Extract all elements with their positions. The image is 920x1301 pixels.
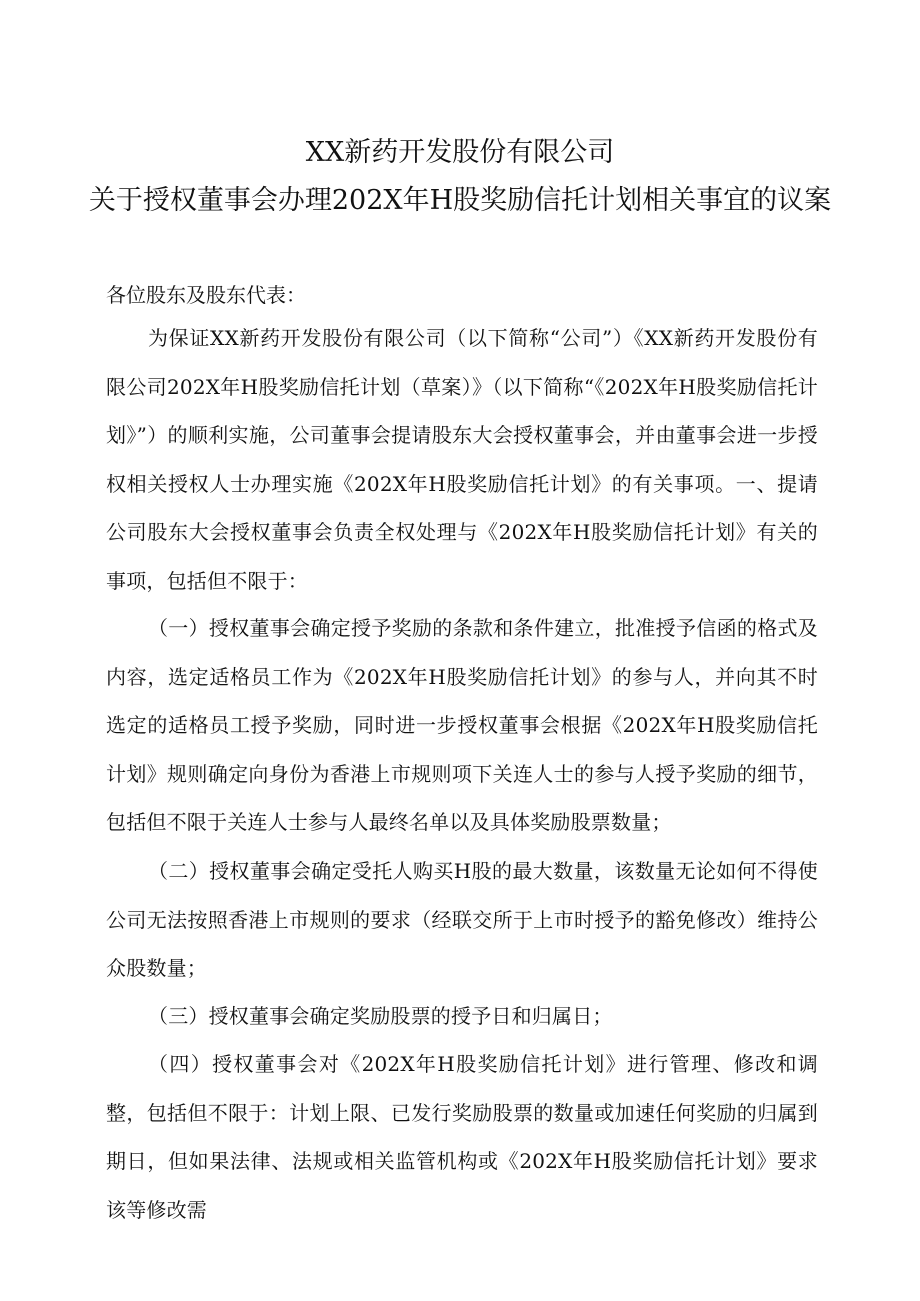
paragraph-intro: 为保证XX新药开发股份有限公司（以下简称“公司”）《XX新药开发股份有限公司202X年H股奖励信托计划（草案）》（以下简称“《202X年H股奖励信托计划》”）的顺利实施，公司董事会提请股东大会授权董事会，并由董事会进一步授权相关授权人士办理实施《202X年H股奖励信托计划》的有关事项。一、提请公司股东大会授权董事会负责全权处理与《202X年H股奖励信托计划》有关的事项，包括但不限于： [106,326,818,593]
paragraph-item-2: （二）授权董事会确定受托人购买H股的最大数量，该数量无论如何不得使公司无法按照香港上市规则的要求（经联交所于上市时授予的豁免修改）维持公众股数量； [106,859,818,980]
document-title-company: XX新药开发股份有限公司 [305,137,615,168]
paragraph-item-1: （一）授权董事会确定授予奖励的条款和条件建立，批准授予信函的格式及内容，选定适格员工作为《202X年H股奖励信托计划》的参与人，并向其不时选定的适格员工授予奖励，同时进一步授权董事会根据《202X年H股奖励信托计划》规则确定向身份为香港上市规则项下关连人士的参与人授予奖励的细节，包括但不限于关连人士参与人最终名单以及具体奖励股票数量； [106,616,818,834]
paragraph-item-3: （三）授权董事会确定奖励股票的授予日和归属日； [148,1004,613,1028]
salutation: 各位股东及股东代表： [106,283,306,307]
paragraph-item-4: （四）授权董事会对《202X年H股奖励信托计划》进行管理、修改和调整，包括但不限于：计划上限、已发行奖励股票的数量或加速任何奖励的归属到期日，但如果法律、法规或相关监管机构或《202X年H股奖励信托计划》要求该等修改需 [106,1052,818,1222]
document-title-subject: 关于授权董事会办理202X年H股奖励信托计划相关事宜的议案 [88,185,832,216]
